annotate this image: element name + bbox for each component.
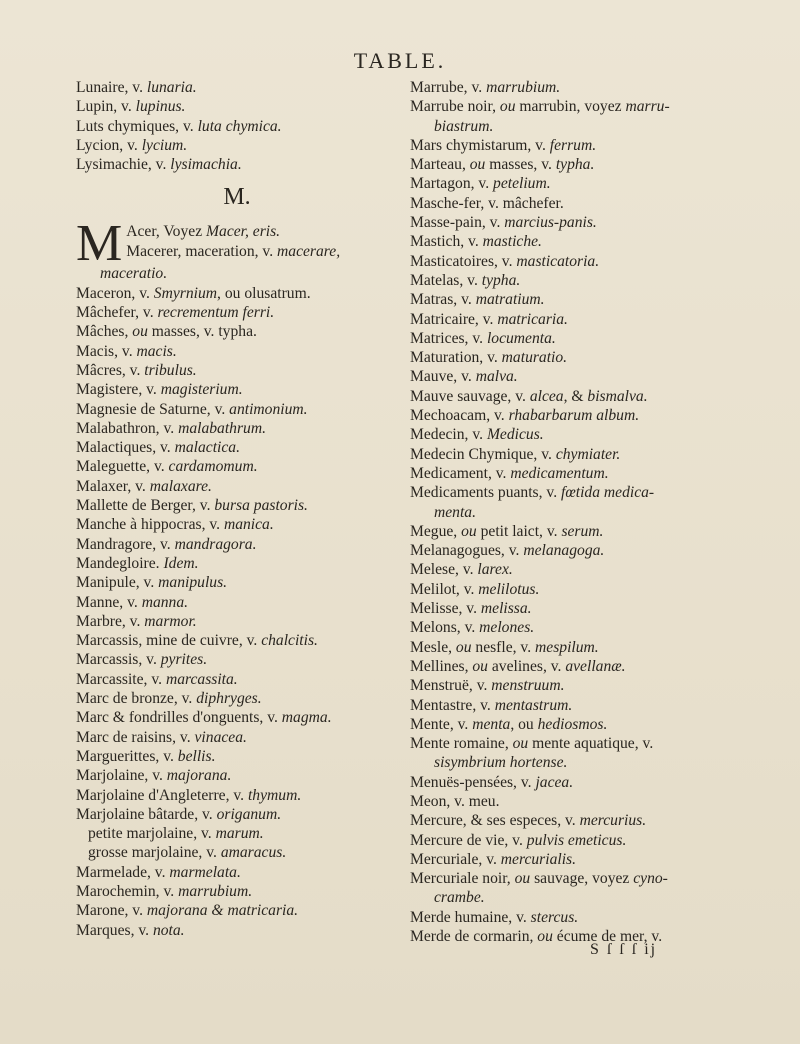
index-entry bbox=[76, 242, 398, 261]
entry-text: Mente, v. bbox=[410, 715, 473, 733]
entry-reference: luta chymica. bbox=[197, 117, 282, 135]
entry-text: Martagon, v. bbox=[410, 175, 494, 193]
index-entry bbox=[410, 310, 738, 329]
entry-text: Medicaments puants, v. bbox=[410, 484, 561, 502]
entry-reference: Smyrnium bbox=[153, 284, 218, 302]
entry-text: Melons, v. bbox=[410, 619, 480, 637]
entry-reference: bellis. bbox=[177, 747, 216, 765]
entry-text: Maleguette, v. bbox=[76, 458, 169, 476]
index-entry bbox=[76, 222, 398, 241]
index-entry bbox=[410, 734, 738, 753]
index-entry bbox=[76, 496, 398, 515]
entry-text: masses, v. typha. bbox=[147, 323, 257, 341]
index-entry bbox=[410, 792, 738, 811]
index-entry bbox=[410, 117, 738, 136]
right-column bbox=[410, 78, 738, 946]
entry-reference: marrubium. bbox=[178, 882, 253, 900]
entry-text: Matricaire, v. bbox=[410, 310, 498, 328]
index-entry bbox=[410, 425, 738, 444]
entry-reference: marcassita. bbox=[165, 670, 238, 688]
entry-reference: melanagoga. bbox=[523, 542, 605, 560]
index-entry bbox=[410, 522, 738, 541]
entry-reference: bursa pastoris. bbox=[214, 497, 308, 515]
index-entry bbox=[76, 380, 398, 399]
entry-reference: lycium. bbox=[141, 136, 188, 154]
index-entry bbox=[76, 400, 398, 419]
entry-text: Marc de raisins, v. bbox=[76, 728, 195, 746]
index-entry bbox=[410, 232, 738, 251]
index-entry bbox=[410, 618, 738, 637]
index-entry bbox=[410, 753, 738, 772]
entry-reference: fœtida medica- bbox=[561, 484, 655, 502]
index-entry bbox=[76, 515, 398, 534]
entry-reference: ou bbox=[469, 156, 486, 174]
entry-text: Melisse, v. bbox=[410, 600, 481, 618]
entry-text: nesfle, v. bbox=[471, 638, 536, 656]
index-entry bbox=[410, 638, 738, 657]
entry-text: Megue, bbox=[410, 522, 462, 540]
index-entry bbox=[76, 901, 398, 920]
entry-reference: marmelata. bbox=[169, 863, 241, 881]
index-entry bbox=[76, 921, 398, 940]
entry-text: Masticatoires, v. bbox=[410, 252, 517, 270]
index-entry bbox=[76, 573, 398, 592]
entry-text: Marc & fondrilles d'onguents, v. bbox=[76, 709, 282, 727]
index-entry bbox=[410, 348, 738, 367]
entry-text: Mercuriale noir, bbox=[410, 870, 515, 888]
entry-text: Malabathron, v. bbox=[76, 419, 179, 437]
entry-text: , ou bbox=[510, 715, 538, 733]
index-entry bbox=[76, 631, 398, 650]
entry-text: Magnesie de Saturne, v. bbox=[76, 400, 230, 418]
entry-text: Marguerittes, v. bbox=[76, 747, 178, 765]
index-entry bbox=[76, 117, 398, 136]
entry-reference: malactica. bbox=[174, 439, 240, 457]
index-entry bbox=[410, 252, 738, 271]
entry-reference: ou bbox=[537, 928, 553, 946]
entry-text: Maceron, v. bbox=[76, 284, 154, 302]
index-entry bbox=[76, 554, 398, 573]
entry-text: Mandragore, v. bbox=[76, 535, 175, 553]
entry-text: , & bbox=[563, 387, 588, 405]
entry-reference: mentastrum. bbox=[494, 696, 573, 714]
index-entry bbox=[76, 78, 398, 97]
index-entry bbox=[76, 303, 398, 322]
index-entry bbox=[410, 696, 738, 715]
entry-reference: lunaria. bbox=[146, 79, 197, 96]
entry-text: Marcassis, mine de cuivre, v. bbox=[76, 632, 262, 650]
page-title: TABLE. bbox=[353, 48, 447, 73]
entry-text: Magistere, v. bbox=[76, 381, 161, 399]
entry-reference: malaxare. bbox=[149, 477, 212, 495]
entry-reference: pyrites. bbox=[160, 651, 208, 669]
index-entry bbox=[76, 457, 398, 476]
index-entry bbox=[410, 271, 738, 290]
index-entry bbox=[410, 290, 738, 309]
index-entry bbox=[410, 831, 738, 850]
entry-reference: locumenta. bbox=[486, 329, 556, 347]
entry-reference: marru- bbox=[625, 98, 670, 116]
entry-reference: stercus. bbox=[530, 908, 579, 926]
index-entry bbox=[76, 650, 398, 669]
index-entry bbox=[76, 824, 398, 843]
index-entry bbox=[76, 863, 398, 882]
entry-text: Marrube, v. bbox=[410, 79, 487, 96]
entry-text: Acer, Voyez bbox=[126, 223, 207, 241]
entry-reference: sisymbrium hortense. bbox=[434, 754, 568, 772]
index-entry bbox=[76, 747, 398, 766]
entry-text: Marteau, bbox=[410, 156, 470, 174]
entry-text: Malactiques, v. bbox=[76, 439, 175, 457]
entry-reference: Macer, eris. bbox=[206, 223, 281, 241]
entry-text: Marone, v. bbox=[76, 902, 147, 920]
index-entry bbox=[410, 464, 738, 483]
index-entry bbox=[410, 657, 738, 676]
entry-text: Marbre, v. bbox=[76, 612, 145, 630]
index-entry bbox=[410, 599, 738, 618]
index-entry bbox=[410, 78, 738, 97]
entry-text: Melanagogues, v. bbox=[410, 542, 524, 560]
entry-text: Matelas, v. bbox=[410, 271, 482, 289]
entry-reference: ou bbox=[455, 638, 472, 656]
entry-reference: menta bbox=[472, 715, 511, 733]
entry-text: Lycion, v. bbox=[76, 136, 142, 154]
entry-reference: antimonium. bbox=[229, 400, 308, 418]
entry-text: Marmelade, v. bbox=[76, 863, 170, 881]
index-entry bbox=[410, 136, 738, 155]
entry-text: Mauve, v. bbox=[410, 368, 476, 386]
entry-text: Luts chymiques, v. bbox=[76, 117, 198, 135]
entry-text: Marjolaine d'Angleterre, v. bbox=[76, 786, 248, 804]
entry-reference: ferrum. bbox=[549, 136, 597, 154]
entry-reference: menstruum. bbox=[491, 677, 565, 695]
index-entry bbox=[76, 477, 398, 496]
entry-reference: hediosmos. bbox=[537, 715, 608, 733]
entry-text: Mesle, bbox=[410, 638, 456, 656]
index-entry bbox=[410, 213, 738, 232]
entry-text: Mars chymistarum, v. bbox=[410, 136, 550, 154]
entry-reference: origanum. bbox=[216, 805, 282, 823]
letter-heading: M. bbox=[223, 184, 251, 211]
entry-text: Mauve sauvage, v. bbox=[410, 387, 530, 405]
index-entry bbox=[76, 689, 398, 708]
entry-text: Marcassite, v. bbox=[76, 670, 166, 688]
entry-reference: chymiater. bbox=[555, 445, 621, 463]
entry-reference: ou bbox=[132, 323, 148, 341]
entry-text: Lysimachie, v. bbox=[76, 156, 171, 174]
entry-text: Mastich, v. bbox=[410, 233, 483, 251]
entry-reference: pulvis emeticus. bbox=[526, 831, 627, 849]
entry-text: Mentastre, v. bbox=[410, 696, 495, 714]
entry-reference: malva. bbox=[475, 368, 518, 386]
entry-text: Mercure de vie, v. bbox=[410, 831, 527, 849]
entry-text: Marcassis, v. bbox=[76, 651, 161, 669]
entry-reference: ou bbox=[461, 522, 477, 540]
index-entry bbox=[410, 560, 738, 579]
entry-text: Lunaire, v. bbox=[76, 79, 147, 96]
entry-reference: ou bbox=[472, 657, 488, 675]
index-entry bbox=[410, 927, 738, 946]
index-entry bbox=[76, 766, 398, 785]
index-entry bbox=[76, 728, 398, 747]
index-entry bbox=[410, 483, 738, 502]
entry-text: avelines, v. bbox=[487, 657, 566, 675]
entry-reference: avellanæ. bbox=[565, 657, 626, 675]
entry-reference: macis. bbox=[136, 342, 177, 360]
index-entry bbox=[76, 882, 398, 901]
signature-mark: S ſ ſ ſ ij bbox=[590, 941, 658, 958]
entry-text: Mente romaine, bbox=[410, 735, 513, 753]
entry-reference: cardamomum. bbox=[168, 458, 258, 476]
entry-reference: larex. bbox=[477, 561, 513, 579]
index-entry bbox=[76, 670, 398, 689]
entry-reference: maturatio. bbox=[501, 349, 568, 367]
entry-reference: masticatoria. bbox=[516, 252, 600, 270]
entry-text: Meon, v. meu. bbox=[410, 792, 500, 810]
entry-text: Melese, v. bbox=[410, 561, 478, 579]
entry-reference: mandragora. bbox=[174, 535, 257, 553]
index-entry bbox=[410, 194, 738, 213]
entry-text: Medecin, v. bbox=[410, 426, 487, 444]
entry-reference: rhabarbarum album. bbox=[508, 407, 640, 425]
entry-reference: ou bbox=[514, 870, 531, 888]
index-entry bbox=[76, 612, 398, 631]
entry-text: Manche à hippocras, v. bbox=[76, 516, 224, 534]
entry-reference: bismalva. bbox=[587, 387, 648, 405]
index-entry bbox=[76, 264, 398, 283]
entry-reference: lupinus. bbox=[135, 98, 186, 116]
entry-reference: medicamentum. bbox=[510, 464, 609, 482]
index-entry bbox=[76, 786, 398, 805]
index-entry bbox=[76, 322, 398, 341]
entry-reference: nota. bbox=[152, 921, 185, 939]
entry-text: Menuës-pensées, v. bbox=[410, 773, 536, 791]
entry-text: Mellines, bbox=[410, 657, 473, 675]
index-entry bbox=[76, 97, 398, 116]
entry-reference: melilotus. bbox=[478, 580, 540, 598]
entry-text: petite marjolaine, v. bbox=[88, 825, 216, 843]
index-entry bbox=[410, 387, 738, 406]
index-entry bbox=[410, 97, 738, 116]
entry-reference: serum. bbox=[561, 522, 604, 540]
entry-text: Malaxer, v. bbox=[76, 477, 150, 495]
entry-reference: maceratio. bbox=[100, 265, 168, 283]
entry-reference: mastiche. bbox=[482, 233, 542, 251]
entry-text: Macis, v. bbox=[76, 342, 137, 360]
entry-text: Matrices, v. bbox=[410, 329, 487, 347]
entry-text: Marrube noir, bbox=[410, 98, 500, 116]
index-entry bbox=[410, 406, 738, 425]
entry-text: écume de mer, v. bbox=[552, 928, 663, 946]
entry-reference: marmor. bbox=[144, 612, 197, 630]
entry-reference: ou bbox=[512, 735, 529, 753]
drop-capital: M bbox=[76, 215, 123, 273]
entry-reference: cyno- bbox=[633, 870, 668, 888]
entry-text: Melilot, v. bbox=[410, 580, 479, 598]
entry-reference: manna. bbox=[141, 593, 189, 611]
entry-reference: Medicus. bbox=[486, 426, 544, 444]
entry-text: Manne, v. bbox=[76, 593, 142, 611]
entry-text: grosse marjolaine, v. bbox=[88, 844, 221, 862]
entry-text: Mechoacam, v. bbox=[410, 407, 509, 425]
entry-text: Mandegloire. bbox=[76, 554, 164, 572]
index-entry bbox=[76, 342, 398, 361]
entry-reference: melissa. bbox=[480, 600, 532, 618]
index-entry bbox=[410, 850, 738, 869]
entry-text: Marochemin, v. bbox=[76, 882, 179, 900]
entry-text: Merde humaine, v. bbox=[410, 908, 531, 926]
entry-reference: jacea. bbox=[535, 773, 574, 791]
entry-text: Marques, v. bbox=[76, 921, 153, 939]
index-entry bbox=[76, 438, 398, 457]
index-entry bbox=[76, 284, 398, 303]
entry-reference: diphryges. bbox=[196, 690, 262, 708]
index-entry bbox=[410, 367, 738, 386]
entry-text: Maturation, v. bbox=[410, 349, 502, 367]
left-column bbox=[76, 78, 398, 940]
entry-reference: mespilum. bbox=[535, 638, 599, 656]
entry-reference: magisterium. bbox=[160, 381, 243, 399]
entry-text: Mâchefer, v. bbox=[76, 304, 158, 322]
entry-reference: majorana & matricaria. bbox=[146, 902, 299, 920]
entry-reference: majorana. bbox=[166, 767, 232, 785]
entry-reference: typha. bbox=[555, 156, 595, 174]
index-entry bbox=[410, 869, 738, 888]
entry-reference: melones. bbox=[479, 619, 535, 637]
entry-text: petit laict, v. bbox=[476, 522, 562, 540]
entry-text: Mallette de Berger, v. bbox=[76, 497, 215, 515]
index-entry bbox=[410, 888, 738, 907]
entry-text: Menstruë, v. bbox=[410, 677, 492, 695]
entry-reference: crambe. bbox=[434, 889, 485, 907]
entry-text: marrubin, voyez bbox=[515, 98, 626, 116]
index-entry bbox=[410, 329, 738, 348]
index-entry bbox=[410, 445, 738, 464]
index-entry bbox=[410, 541, 738, 560]
index-entry bbox=[76, 361, 398, 380]
entry-text: sauvage, voyez bbox=[530, 870, 634, 888]
entry-reference: mercurius. bbox=[579, 812, 647, 830]
entry-text: Matras, v. bbox=[410, 291, 476, 309]
entry-text: Masche-fer, v. mâchefer. bbox=[410, 194, 564, 212]
entry-text: Lupin, v. bbox=[76, 98, 136, 116]
entry-text: , ou olusatrum. bbox=[217, 284, 311, 302]
entry-reference: malabathrum. bbox=[178, 419, 266, 437]
entry-text: Marc de bronze, v. bbox=[76, 690, 197, 708]
entry-reference: manica. bbox=[223, 516, 274, 534]
entry-reference: amaracus. bbox=[220, 844, 287, 862]
entry-reference: thymum. bbox=[247, 786, 302, 804]
index-entry bbox=[76, 593, 398, 612]
entry-text: Mercure, & ses especes, v. bbox=[410, 812, 580, 830]
entry-text: Marjolaine, v. bbox=[76, 767, 167, 785]
entry-reference: lysimachia. bbox=[170, 156, 242, 174]
entry-text: mente aquatique, v. bbox=[528, 735, 654, 753]
entry-text: Macerer, maceration, v. bbox=[126, 242, 278, 260]
index-entry bbox=[76, 136, 398, 155]
index-entry bbox=[76, 843, 398, 862]
entry-reference: marrubium. bbox=[486, 79, 561, 96]
entry-reference: marcius-panis. bbox=[504, 214, 597, 232]
entry-reference: recrementum ferri. bbox=[157, 304, 275, 322]
index-entry bbox=[410, 155, 738, 174]
entry-reference: alcea bbox=[529, 387, 564, 405]
entry-reference: matratium. bbox=[475, 291, 545, 309]
entry-text: masses, v. bbox=[485, 156, 556, 174]
index-entry bbox=[410, 715, 738, 734]
entry-reference: matricaria. bbox=[497, 310, 568, 328]
entry-text: Mâches, bbox=[76, 323, 133, 341]
entry-text: Merde de cormarin, bbox=[410, 928, 538, 946]
entry-reference: chalcitis. bbox=[261, 632, 318, 650]
entry-text: Medicament, v. bbox=[410, 464, 511, 482]
entry-reference: Idem. bbox=[163, 554, 199, 572]
entry-text: Masse-pain, v. bbox=[410, 214, 505, 232]
entry-reference: manipulus. bbox=[158, 574, 228, 592]
entry-text: Mercuriale, v. bbox=[410, 850, 501, 868]
index-entry bbox=[76, 708, 398, 727]
index-entry bbox=[410, 773, 738, 792]
entry-text: Mâcres, v. bbox=[76, 361, 145, 379]
entry-text: Marjolaine bâtarde, v. bbox=[76, 805, 217, 823]
entry-reference: macerare, bbox=[277, 242, 341, 260]
entry-text: Medecin Chymique, v. bbox=[410, 445, 556, 463]
index-entry bbox=[410, 908, 738, 927]
index-entry bbox=[410, 580, 738, 599]
entry-text: Manipule, v. bbox=[76, 574, 159, 592]
entry-reference: marum. bbox=[215, 825, 264, 843]
entry-reference: tribulus. bbox=[144, 361, 197, 379]
index-entry bbox=[76, 535, 398, 554]
index-entry bbox=[410, 174, 738, 193]
index-entry bbox=[410, 503, 738, 522]
entry-reference: typha. bbox=[481, 271, 521, 289]
entry-reference: magma. bbox=[281, 709, 332, 727]
entry-reference: ou bbox=[499, 98, 516, 116]
index-entry bbox=[410, 676, 738, 695]
initial-block bbox=[76, 215, 398, 283]
entry-reference: menta. bbox=[434, 503, 477, 521]
entry-reference: petelium. bbox=[493, 175, 551, 193]
entry-reference: mercurialis. bbox=[500, 850, 577, 868]
entry-reference: biastrum. bbox=[434, 117, 494, 135]
index-entry bbox=[76, 155, 398, 174]
index-entry bbox=[76, 419, 398, 438]
index-entry bbox=[76, 805, 398, 824]
entry-reference: vinacea. bbox=[194, 728, 247, 746]
index-entry bbox=[410, 811, 738, 830]
